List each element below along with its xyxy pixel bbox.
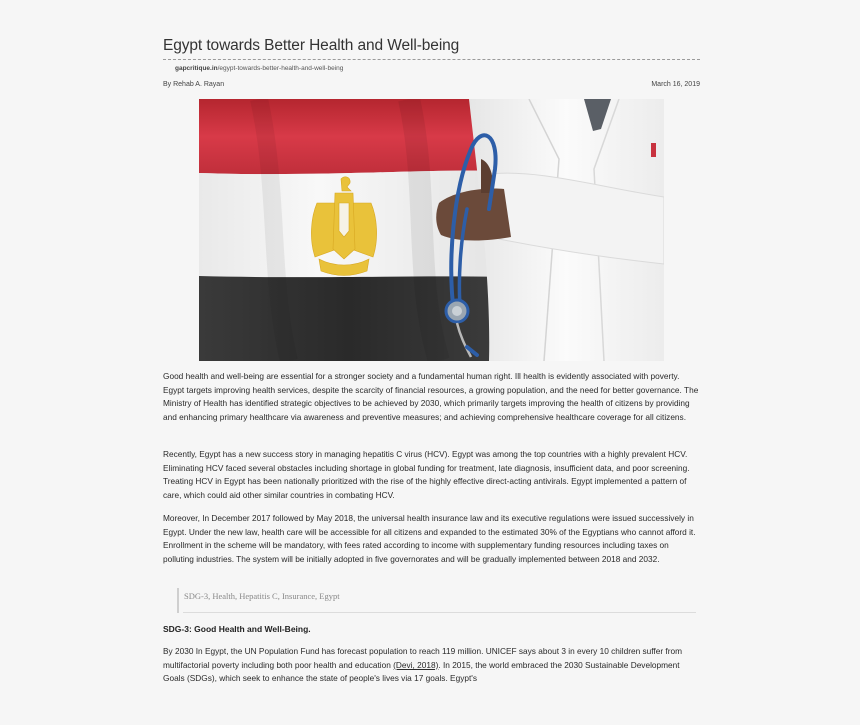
source-domain: gapcritique.in [175,65,218,72]
article-title: Egypt towards Better Health and Well-being [163,37,460,54]
tags-blockquote: SDG-3, Health, Hepatitis C, Insurance, Egypt [177,588,340,613]
publish-date: March 16, 2019 [651,81,700,88]
paragraph-sdg-text-before: By 2030 In Egypt, the UN Population Fund has forecast population to reach 119 million. UNICEF says about 3 in every 10 children suffer from multifactorial poverty including both poor health and education [163,646,682,670]
hero-image [199,99,664,361]
citation-link[interactable]: (Devi, 2018) [393,659,439,670]
paragraph-sdg [163,645,700,686]
paragraph-insurance: Moreover, In December 2017 followed by May 2018, the universal health insurance law and its executive regulations were issued successively in Egypt. Under the new law, health care will be accessible for all citizens and expanded to the estimated 30% of the Egyptians who cannot afford it. Enrollment in the scheme will be mandatory, with fees rated according to income with supplementary funding resources including taxes on polluting industries. The system will be initially adopted in five governorates and will be gradually implemented between 2018 and 2032. [163,513,696,564]
paragraph-intro: Good health and well-being are essential for a stronger society and a fundamental human right. Ill health is evidently associated with poverty. Egypt targets improving health services, despite the scarcity of financial resources, a growing population, and the need for better governance. The Ministry of Health has identified strategic objectives to be achieved by 2030, which primarily targets improving the health of citizens by providing and enhancing primary healthcare via awareness and preventive measures; and achieving comprehensive healthcare coverage for all citizens. [163,371,699,422]
tags-divider [183,612,696,613]
paragraph-hcv: Recently, Egypt has a new success story in managing hepatitis C virus (HCV). Egypt was among the top countries with a highly prevalent HCV. Eliminating HCV faced several obstacles including shortage in global funding for treatment, late diagnosis, insufficient data, and poor screening. Treating HCV in Egypt has been nationally prioritized with the rise of the highly effective direct-acting antivirals. Egypt implemented a pattern of care, which could aid other similar countries in combating HCV. [163,449,690,500]
title-divider [163,59,700,60]
source-path: /egypt-towards-better-health-and-well-being [217,65,344,72]
author-byline: By Rehab A. Rayan [163,81,225,88]
section-heading: SDG-3: Good Health and Well-Being. [163,624,311,634]
paragraph-sdg-text-after: . In 2015, the world embraced the 2030 Sustainable Development Goals (SDGs), which seek to enhance the state of people's lives via 17 goals. Egypt's [163,659,680,684]
source-url[interactable] [175,65,343,72]
